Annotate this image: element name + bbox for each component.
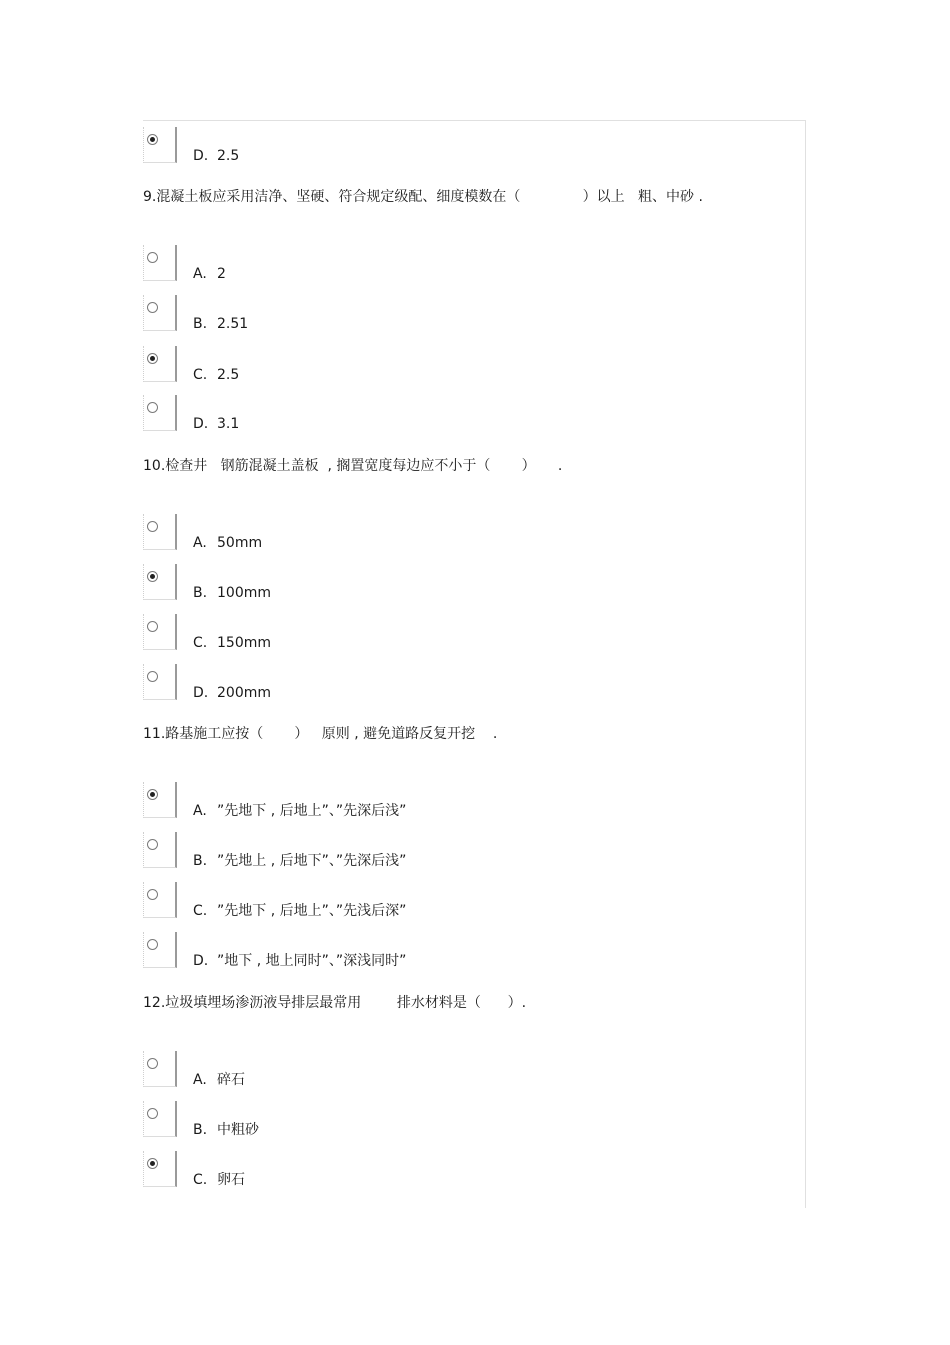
question-12 [143, 994, 526, 1012]
option-letter: B. [193, 316, 208, 332]
radio-frame [143, 1051, 177, 1087]
option-letter: C. [193, 635, 208, 651]
q9-option-a[interactable] [143, 245, 743, 285]
question-number: 11. [143, 726, 166, 742]
radio-button-checked-icon[interactable] [147, 789, 158, 800]
q11-option-c[interactable] [143, 882, 743, 922]
option-letter: C. [193, 1172, 208, 1188]
option-text: ”地下 , 地上同时”、”深浅同时” [217, 953, 407, 969]
option-letter: A. [193, 803, 207, 819]
q10-option-c[interactable] [143, 614, 743, 654]
q10-option-a[interactable] [143, 514, 743, 554]
radio-button-icon[interactable] [147, 939, 158, 950]
question-11 [143, 725, 497, 743]
q11-option-d[interactable] [143, 932, 743, 972]
radio-frame [143, 1151, 177, 1187]
question-number: 12. [143, 995, 166, 1011]
question-text: 路基施工应按（ ） 原则 , 避免道路反复开挖 . [165, 726, 498, 742]
q10-option-b[interactable] [143, 564, 743, 604]
option-text: ”先地下 , 后地上”、”先浅后深” [217, 903, 407, 919]
q9-option-b[interactable] [143, 295, 743, 335]
q11-option-a[interactable] [143, 782, 743, 822]
option-letter: D. [193, 148, 209, 164]
option-text: 碎石 [217, 1072, 245, 1088]
radio-button-checked-icon[interactable] [147, 571, 158, 582]
option-text: 200mm [217, 685, 271, 701]
radio-button-icon[interactable] [147, 302, 158, 313]
option-letter: D. [193, 416, 209, 432]
content-frame-top [143, 120, 805, 121]
radio-button-icon[interactable] [147, 252, 158, 263]
radio-frame [143, 346, 177, 382]
question-10 [143, 457, 562, 475]
radio-frame [143, 1101, 177, 1137]
option-text: 卵石 [217, 1172, 245, 1188]
radio-frame [143, 127, 177, 163]
radio-frame [143, 395, 177, 431]
option-letter: B. [193, 1122, 208, 1138]
option-letter: A. [193, 266, 207, 282]
option-text: ”先地下 , 后地上”、”先深后浅” [217, 803, 407, 819]
radio-button-checked-icon[interactable] [147, 134, 158, 145]
q9-option-d[interactable] [143, 395, 743, 435]
question-text: 垃圾填埋场渗沥液导排层最常用 排水材料是（ ）. [165, 995, 527, 1011]
radio-button-icon[interactable] [147, 402, 158, 413]
option-text: 2.5 [217, 367, 240, 383]
radio-frame [143, 832, 177, 868]
option-text: ”先地上 , 后地下”、”先深后浅” [217, 853, 407, 869]
question-number: 9. [143, 189, 157, 205]
option-text: 50mm [217, 535, 263, 551]
radio-button-icon[interactable] [147, 671, 158, 682]
q12-option-b[interactable] [143, 1101, 743, 1141]
option-letter: C. [193, 903, 208, 919]
radio-frame [143, 664, 177, 700]
radio-button-icon[interactable] [147, 621, 158, 632]
q9-option-c[interactable] [143, 346, 743, 386]
q11-option-b[interactable] [143, 832, 743, 872]
radio-frame [143, 782, 177, 818]
radio-frame [143, 295, 177, 331]
radio-frame [143, 614, 177, 650]
option-letter: C. [193, 367, 208, 383]
option-letter: B. [193, 853, 208, 869]
question-number: 10. [143, 458, 166, 474]
option-text: 中粗砂 [217, 1122, 259, 1138]
question-9 [143, 188, 703, 206]
q10-option-d[interactable] [143, 664, 743, 704]
option-letter: D. [193, 953, 209, 969]
option-letter: A. [193, 535, 207, 551]
option-text: 2 [217, 266, 226, 282]
option-text: 3.1 [217, 416, 240, 432]
question-text: 检查井 钢筋混凝土盖板 , 搁置宽度每边应不小于（ ） . [165, 458, 563, 474]
option-text: 150mm [217, 635, 271, 651]
q12-option-a[interactable] [143, 1051, 743, 1091]
option-letter: D. [193, 685, 209, 701]
option-letter: B. [193, 585, 208, 601]
option-text: 2.51 [217, 316, 249, 332]
option-text: 100mm [217, 585, 271, 601]
radio-button-icon[interactable] [147, 839, 158, 850]
radio-frame [143, 514, 177, 550]
option-text: 2.5 [217, 148, 240, 164]
radio-frame [143, 245, 177, 281]
radio-button-icon[interactable] [147, 1108, 158, 1119]
question-text: 混凝土板应采用洁净、坚硬、符合规定级配、细度模数在（ ）以上 粗、中砂 . [156, 189, 703, 205]
radio-button-checked-icon[interactable] [147, 1158, 158, 1169]
option-letter: A. [193, 1072, 207, 1088]
radio-button-icon[interactable] [147, 521, 158, 532]
radio-button-icon[interactable] [147, 889, 158, 900]
radio-button-checked-icon[interactable] [147, 353, 158, 364]
radio-frame [143, 932, 177, 968]
radio-frame [143, 564, 177, 600]
radio-button-icon[interactable] [147, 1058, 158, 1069]
radio-frame [143, 882, 177, 918]
q8-option-d[interactable] [143, 127, 743, 167]
content-frame-right [805, 120, 806, 1208]
q12-option-c[interactable] [143, 1151, 743, 1191]
